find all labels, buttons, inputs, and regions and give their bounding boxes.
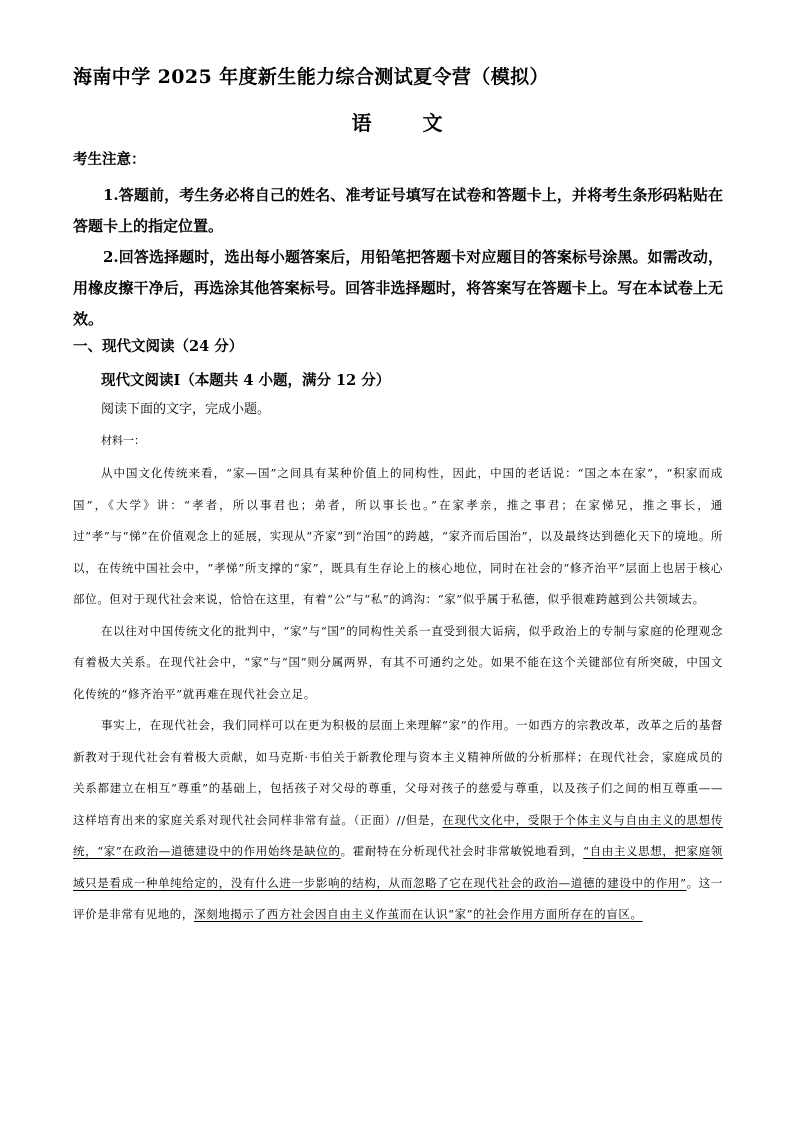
section-subheading: 现代文阅读Ⅰ（本题共 4 小题，满分 12 分） [101, 372, 391, 389]
paragraph-3-text-b: 。霍耐特在分析现代社会时非常敏锐地看到， [340, 844, 584, 858]
paragraph-3-text-a: 事实上，在现代社会，我们同样可以在更为积极的层面上来理解“家”的作用。一如西方的宗教改革，改革之后的基督新教对于现代社会有着极大贡献，如马克斯·韦伯关于新教伦理与资本主义精神所做的分析那样；在现代社会，家庭成员的关系都建立在相互“尊重”的基础上，包括孩子对父母的尊重，父母对孩子的慈爱与尊重，以及孩子们之间的相互尊重——这样培育出来的家庭关系对现代社会同样非常有益。（正面）//但是， [73, 718, 723, 827]
reading-instruction: 阅读下面的文字，完成小题。 [101, 402, 271, 417]
passage-paragraph-1: 从中国文化传统来看，“家—国”之间具有某种价值上的同构性，因此，中国的老话说：“国之本在家”，“积家而成国”，《大学》讲：“孝者，所以事君也；弟者，所以事长也。”在家孝亲，推之事君；在家悌兄，推之事长，通过“孝”与“悌”在价值观念上的延展，实现从“齐家”到“治国”的跨越，“家齐而后国治”，以及最终达到德化天下的境地。所以，在传统中国社会中，“孝悌”所支撑的“家”，既具有生存论上的核心地位，同时在社会的“修齐治平”层面上也居于核心部位。但对于现代社会来说，恰恰在这里，有着“公”与“私”的鸿沟：“家”似乎属于私德，似乎很难跨越到公共领域去。 [73, 466, 723, 606]
exam-title: 海南中学 2025 年度新生能力综合测试夏令营（模拟） [73, 66, 549, 88]
passage-paragraph-3 [73, 710, 723, 931]
underlined-sentence-2: 深刻地揭示了西方社会因自由主义作茧而在认识“家”的社会作用方面所存在的盲区。 [194, 907, 643, 921]
notice-item-1: 1.答题前，考生务必将自己的姓名、准考证号填写在试卷和答题卡上，并将考生条形码粘贴在答题卡上的指定位置。 [73, 186, 723, 235]
notice-body [73, 180, 723, 335]
notice-heading: 考生注意： [73, 151, 146, 168]
underlined-sentence-1: 在现代文化中，受限于个体主义与自由主义的思想传统，“家”在政治—道德建设中的作用始终是缺位的 [73, 812, 723, 858]
passage-paragraph-2: 在以往对中国传统文化的批判中，“家”与“国”的同构性关系一直受到很大诟病，似乎政治上的专制与家庭的伦理观念有着极大关系。在现代社会中，“家”与“国”则分属两界，有其不可通约之处。如果不能在这个关键部位有所突破，中国文化传统的“修齐治平”就再难在现代社会立足。 [73, 623, 723, 701]
paragraph-3-text-c: 。这一评价是非常有见地的， [73, 875, 723, 921]
underlined-quote: “自由主义思想，把家庭领域只是看成一种单纯给定的，没有什么进一步影响的结构，从而忽略了它在现代社会的政治—道德的建设中的作用” [73, 844, 724, 890]
section-heading: 一、现代文阅读（24 分） [73, 338, 244, 355]
notice-item-2: 2.回答选择题时，选出每小题答案后，用铅笔把答题卡对应题目的答案标号涂黑。如需改动，用橡皮擦干净后，再选涂其他答案标号。回答非选择题时，将答案写在答题卡上。写在本试卷上无效。 [73, 248, 723, 328]
subject-title: 语 文 [351, 111, 465, 135]
material-label: 材料一： [101, 434, 145, 447]
reading-passage [73, 458, 723, 931]
